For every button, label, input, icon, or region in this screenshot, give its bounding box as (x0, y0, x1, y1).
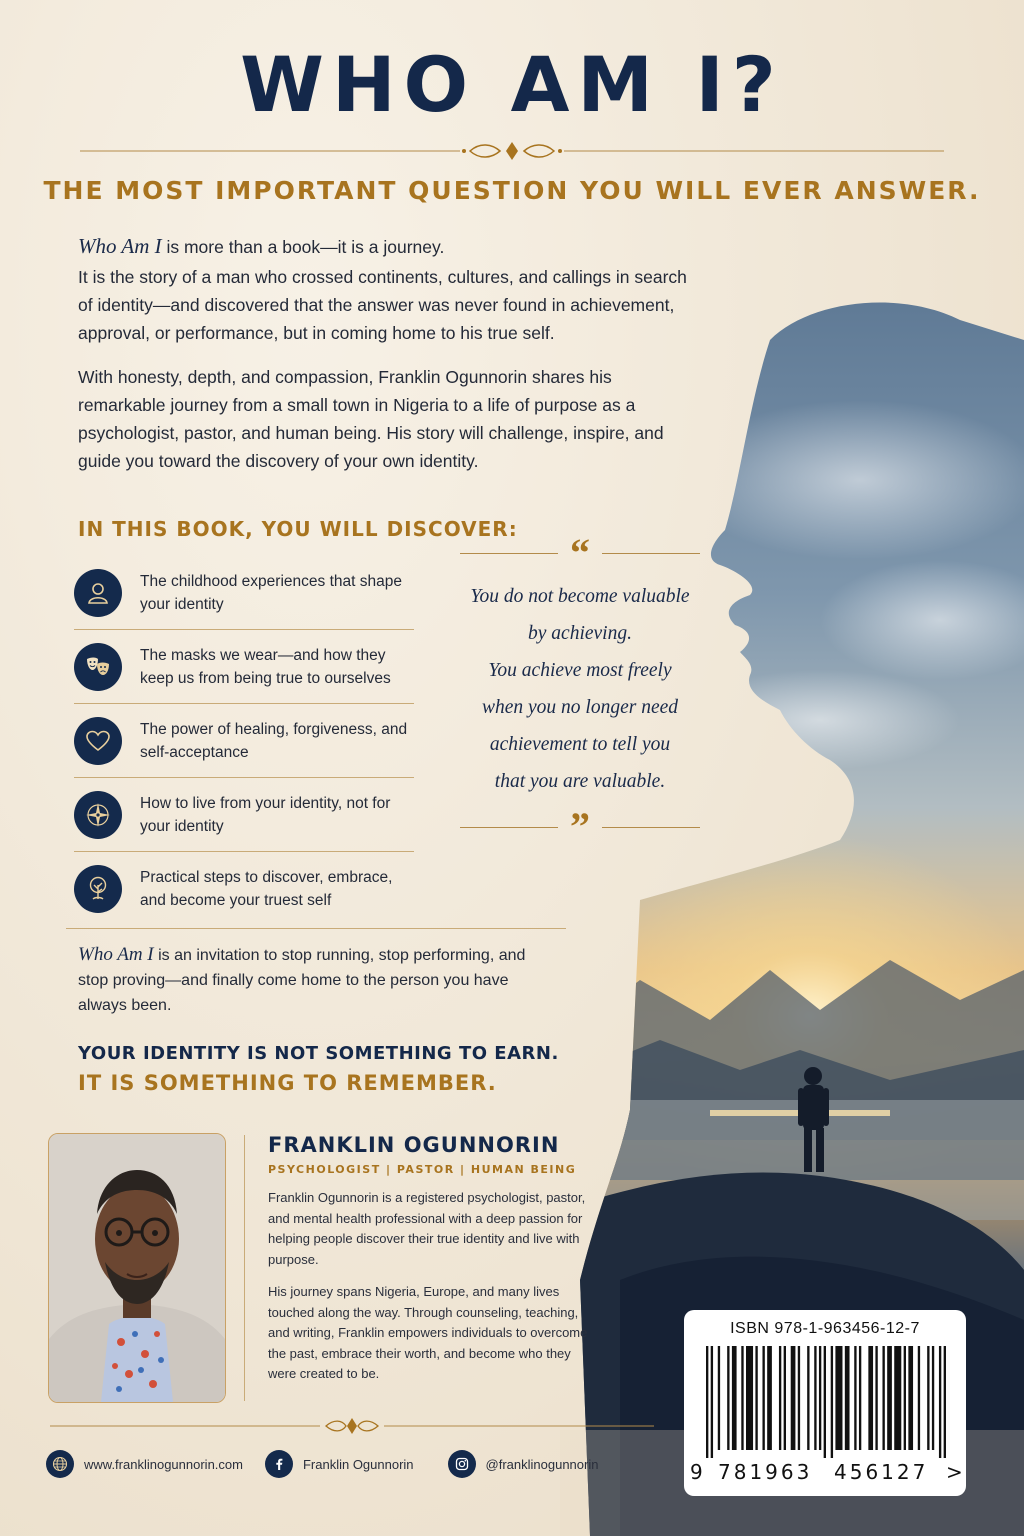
barcode-bar (875, 1346, 877, 1450)
quote-text (460, 578, 700, 800)
barcode-bar (882, 1346, 884, 1450)
barcode-digit-group-2: 456127 (834, 1460, 929, 1484)
barcode-bar (835, 1346, 842, 1450)
quote-line: achievement to tell you (489, 734, 671, 755)
discover-heading: IN THIS BOOK, YOU WILL DISCOVER: (78, 517, 518, 541)
barcode-bar (854, 1346, 856, 1450)
barcode-bar (718, 1346, 720, 1450)
footer-ornament (50, 1416, 654, 1436)
pull-quote (460, 530, 700, 849)
barcode-bar (831, 1346, 833, 1458)
list-item-text: The masks we wear—and how they keep us from being true to ourselves (140, 646, 391, 687)
quote-line: You achieve most freely (488, 660, 672, 681)
barcode-bar (939, 1346, 941, 1458)
author-bio-2: His journey spans Nigeria, Europe, and many lives touched along the way. Through counseling, teaching, and writing, Franklin empowers individuals to overcome the past, embrace their worth, and become who they were created to be. (268, 1284, 588, 1381)
list-item (74, 556, 414, 630)
barcode-bar (904, 1346, 906, 1450)
intro-paragraph-3: With honesty, depth, and compassion, Franklin Ogunnorin shares his remarkable journey from a small town in Nigeria to a life of purpose as a psychologist, pastor, and human being. His story will challenge, inspire, and guide you toward the discovery of your own identity. (78, 367, 664, 471)
intro-paragraph-1 (78, 232, 698, 261)
intro-book-title: Who Am I (78, 234, 162, 258)
barcode-bar (791, 1346, 796, 1450)
instagram-link[interactable]: @franklinogunnorin (485, 1456, 599, 1472)
barcode (706, 1346, 946, 1458)
open-quote-mark: “ (570, 530, 590, 575)
barcode-bar (767, 1346, 772, 1450)
barcode-bar (746, 1346, 753, 1450)
barcode-bar (887, 1346, 892, 1450)
invitation-text (78, 942, 548, 1018)
invitation-book-title: Who Am I (78, 944, 154, 965)
barcode-digit-end: > (946, 1460, 963, 1484)
author-name: FRANKLIN OGUNNORIN (268, 1133, 560, 1157)
author-divider (244, 1135, 245, 1401)
barcode-bar (824, 1346, 826, 1458)
author-section (268, 1133, 588, 1385)
barcode-bar (868, 1346, 873, 1450)
globe-icon (46, 1450, 74, 1478)
book-title: WHO AM I? (240, 40, 784, 129)
list-item-text: The childhood experiences that shape your identity (140, 572, 402, 613)
quote-line: when you no longer need (481, 697, 679, 718)
footer-links (46, 1448, 598, 1480)
list-item-text: How to live from your identity, not for your identity (140, 794, 391, 835)
barcode-bar (859, 1346, 861, 1450)
list-item (74, 778, 414, 852)
barcode-bar (711, 1346, 713, 1458)
barcode-bar (819, 1346, 821, 1450)
tree-icon (74, 865, 122, 913)
barcode-bar (727, 1346, 729, 1450)
barcode-bar (927, 1346, 929, 1450)
person-icon (74, 569, 122, 617)
intro-text (78, 232, 698, 491)
isbn-label: ISBN 978-1-963456-12-7 (730, 1320, 920, 1337)
barcode-bar (894, 1346, 901, 1450)
barcode-digit-group-1: 781963 (718, 1460, 813, 1484)
barcode-digits (684, 1460, 966, 1488)
facebook-icon (265, 1450, 293, 1478)
author-photo (48, 1133, 226, 1403)
author-roles: PSYCHOLOGIST | PASTOR | HUMAN BEING (268, 1163, 577, 1176)
barcode-bar (932, 1346, 934, 1450)
barcode-bar (784, 1346, 786, 1450)
section-divider (66, 928, 566, 929)
invitation-rest: is an invitation to stop running, stop performing, and stop proving—and finally come home to the person you have always been. (78, 947, 526, 1014)
compass-icon (74, 791, 122, 839)
list-item (74, 852, 414, 925)
barcode-bar (807, 1346, 809, 1450)
quote-line: by achieving. (528, 623, 632, 644)
list-item-text: The power of healing, forgiveness, and self-acceptance (140, 720, 408, 761)
list-item (74, 704, 414, 778)
barcode-digit-first: 9 (690, 1460, 703, 1484)
heart-icon (74, 717, 122, 765)
tagline-line-2: IT IS SOMETHING TO REMEMBER. (78, 1071, 497, 1095)
author-bio-1: Franklin Ogunnorin is a registered psychologist, pastor, and mental health professional with a deep passion for helping people discover their true identity and live with purpose. (268, 1190, 586, 1267)
barcode-bar (798, 1346, 800, 1450)
barcode-bar (755, 1346, 757, 1450)
website-link[interactable]: www.franklinogunnorin.com (84, 1456, 243, 1472)
barcode-bar (741, 1346, 743, 1450)
barcode-bar (814, 1346, 816, 1450)
barcode-bar (762, 1346, 764, 1450)
instagram-icon (448, 1450, 476, 1478)
barcode-bar (845, 1346, 850, 1450)
barcode-bar (918, 1346, 920, 1450)
quote-line: You do not become valuable (470, 586, 690, 607)
barcode-bar (732, 1346, 737, 1450)
barcode-bar (706, 1346, 708, 1458)
list-item-text: Practical steps to discover, embrace, and become your truest self (140, 868, 393, 909)
close-quote-mark: ” (570, 804, 590, 849)
theater-masks-icon (74, 643, 122, 691)
facebook-link[interactable]: Franklin Ogunnorin (302, 1456, 414, 1472)
title-ornament (80, 140, 944, 162)
barcode-bar (779, 1346, 781, 1450)
barcode-bar (908, 1346, 913, 1450)
isbn-barcode-box (684, 1310, 966, 1496)
barcode-bar (944, 1346, 946, 1458)
intro-p1-rest: is more than a book—it is a journey. (161, 237, 445, 257)
quote-line: that you are valuable. (494, 771, 666, 792)
list-item (74, 630, 414, 704)
tagline-line-1: YOUR IDENTITY IS NOT SOMETHING TO EARN. (78, 1043, 559, 1064)
discover-list (74, 556, 414, 925)
book-subtitle: THE MOST IMPORTANT QUESTION YOU WILL EVER ANSWER. (43, 176, 981, 205)
intro-paragraph-2: It is the story of a man who crossed continents, cultures, and callings in search of identity—and discovered that the answer was never found in achievement, approval, or performance, but in coming home to his true self. (78, 267, 687, 343)
